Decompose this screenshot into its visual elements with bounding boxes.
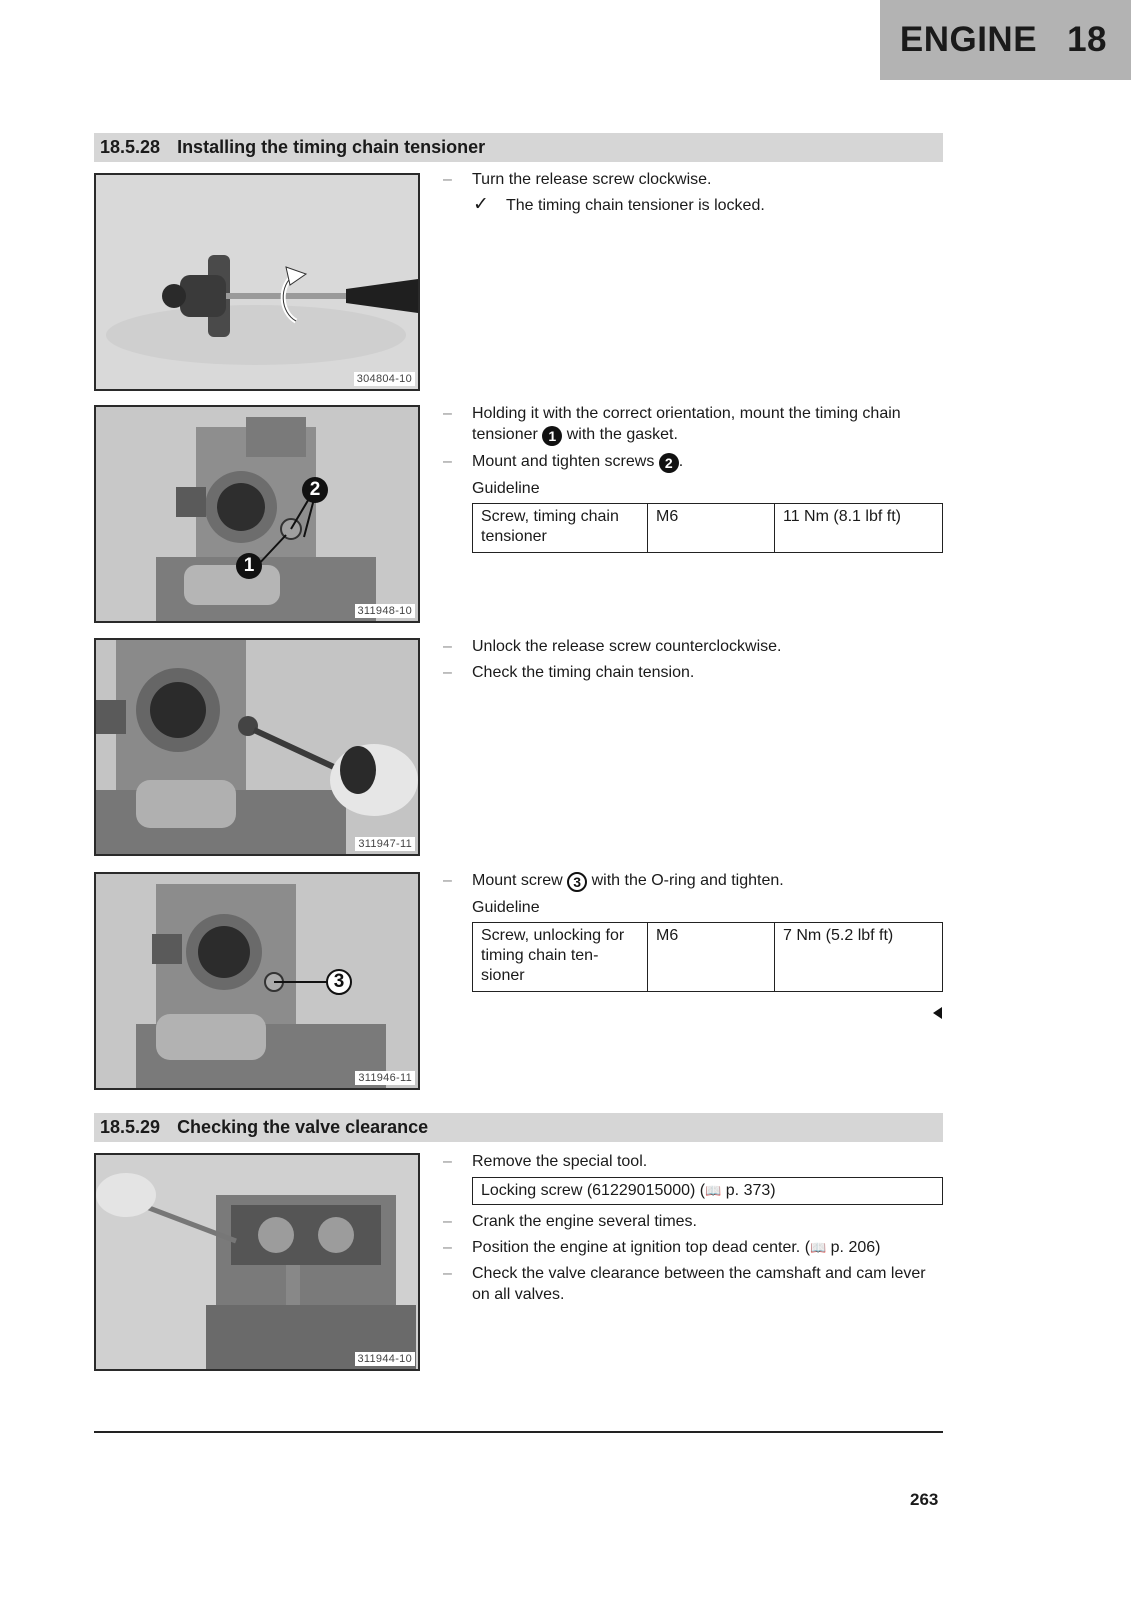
section-title: Installing the timing chain tensioner	[177, 137, 486, 157]
spec-name: Screw, timing chain tensioner	[473, 504, 648, 553]
instruction-step: – Crank the engine several times.	[443, 1213, 697, 1230]
dash-bullet: –	[443, 664, 452, 681]
footer-rule	[94, 1431, 943, 1433]
instruction-step: – Unlock the release screw counterclockwise.	[443, 638, 782, 655]
figure-release-screw-unlock	[94, 638, 420, 856]
dash-bullet: –	[443, 405, 452, 422]
figure-valve-clearance	[94, 1153, 420, 1371]
instruction-step: – Position the engine at ignition top dead center. (📖 p. 206)	[443, 1239, 881, 1256]
figure-code: 311944-10	[355, 1352, 416, 1366]
dash-bullet: –	[443, 1213, 452, 1230]
marker-3: 3	[567, 872, 587, 892]
torque-table	[472, 922, 943, 992]
guideline-label: Guideline	[472, 899, 540, 916]
result-line: ✓ The timing chain tensioner is locked.	[473, 194, 765, 215]
book-reference-icon: 📖	[810, 1240, 827, 1255]
figure-code: 311947-11	[355, 837, 415, 851]
dash-bullet: –	[443, 872, 452, 889]
instruction-step: – Mount and tighten screws 2 .	[443, 453, 684, 471]
chapter-tab	[880, 0, 1131, 80]
page-number: 263	[910, 1490, 939, 1509]
figure-code: 304804-10	[354, 372, 415, 386]
dash-bullet: –	[443, 453, 452, 470]
table-row	[473, 504, 943, 553]
page-reference-link[interactable]: p. 373)	[725, 1182, 776, 1199]
figure-tensioner-mounting	[94, 405, 420, 623]
section-end-marker	[933, 1007, 942, 1019]
special-tool-box: Locking screw (61229015000) (📖 p. 373)	[472, 1177, 943, 1205]
page-reference-link[interactable]: p. 206)	[830, 1239, 881, 1256]
instruction-step: – Remove the special tool.	[443, 1153, 648, 1170]
spec-thread: M6	[648, 923, 775, 992]
callout-1: 1	[236, 553, 262, 579]
instruction-block-valve-clearance	[443, 1151, 943, 1310]
chapter-title: ENGINE	[899, 20, 1038, 59]
figure-code: 311948-10	[355, 604, 416, 618]
dash-bullet: –	[443, 638, 452, 655]
spec-thread: M6	[648, 504, 775, 553]
instruction-block-unlock	[443, 636, 943, 688]
spec-name: Screw, unlocking for timing chain ten-sioner	[473, 923, 648, 992]
figure-unlocking-screw	[94, 872, 420, 1090]
section-heading-timing-chain-tensioner	[94, 133, 943, 162]
instruction-block-lock	[443, 169, 943, 221]
instruction-step: – Holding it with the correct orientation, mount the timing chain tensioner 1 with the gasket.	[443, 405, 901, 444]
guideline-label: Guideline	[472, 480, 540, 497]
dash-bullet: –	[443, 1239, 452, 1256]
instruction-step: – Mount screw 3 with the O-ring and tighten.	[443, 872, 784, 890]
callout-3: 3	[326, 969, 352, 995]
dash-bullet: –	[443, 1153, 452, 1170]
chapter-number: 18	[1067, 20, 1107, 59]
callout-2: 2	[302, 477, 328, 503]
instruction-step: – Turn the release screw clockwise.	[443, 171, 712, 188]
instruction-step: – Check the valve clearance between the camshaft and cam lever on all valves.	[443, 1265, 926, 1303]
instruction-block-screw	[443, 870, 943, 992]
table-row	[473, 923, 943, 992]
section-title: Checking the valve clearance	[177, 1117, 429, 1137]
marker-2: 2	[659, 453, 679, 473]
instruction-block-mount	[443, 403, 943, 553]
figure-tensioner-locking	[94, 173, 420, 391]
figure-code: 311946-11	[355, 1071, 415, 1085]
dash-bullet: –	[443, 171, 452, 188]
spec-torque: 7 Nm (5.2 lbf ft)	[775, 923, 943, 992]
marker-1: 1	[542, 426, 562, 446]
dash-bullet: –	[443, 1265, 452, 1282]
instruction-step: – Check the timing chain tension.	[443, 664, 695, 681]
torque-table	[472, 503, 943, 553]
book-reference-icon: 📖	[705, 1183, 722, 1198]
section-number: 18.5.28	[100, 137, 161, 157]
section-number: 18.5.29	[100, 1117, 161, 1137]
spec-torque: 11 Nm (8.1 lbf ft)	[775, 504, 943, 553]
section-heading-valve-clearance	[94, 1113, 943, 1142]
checkmark-icon: ✓	[473, 194, 489, 215]
